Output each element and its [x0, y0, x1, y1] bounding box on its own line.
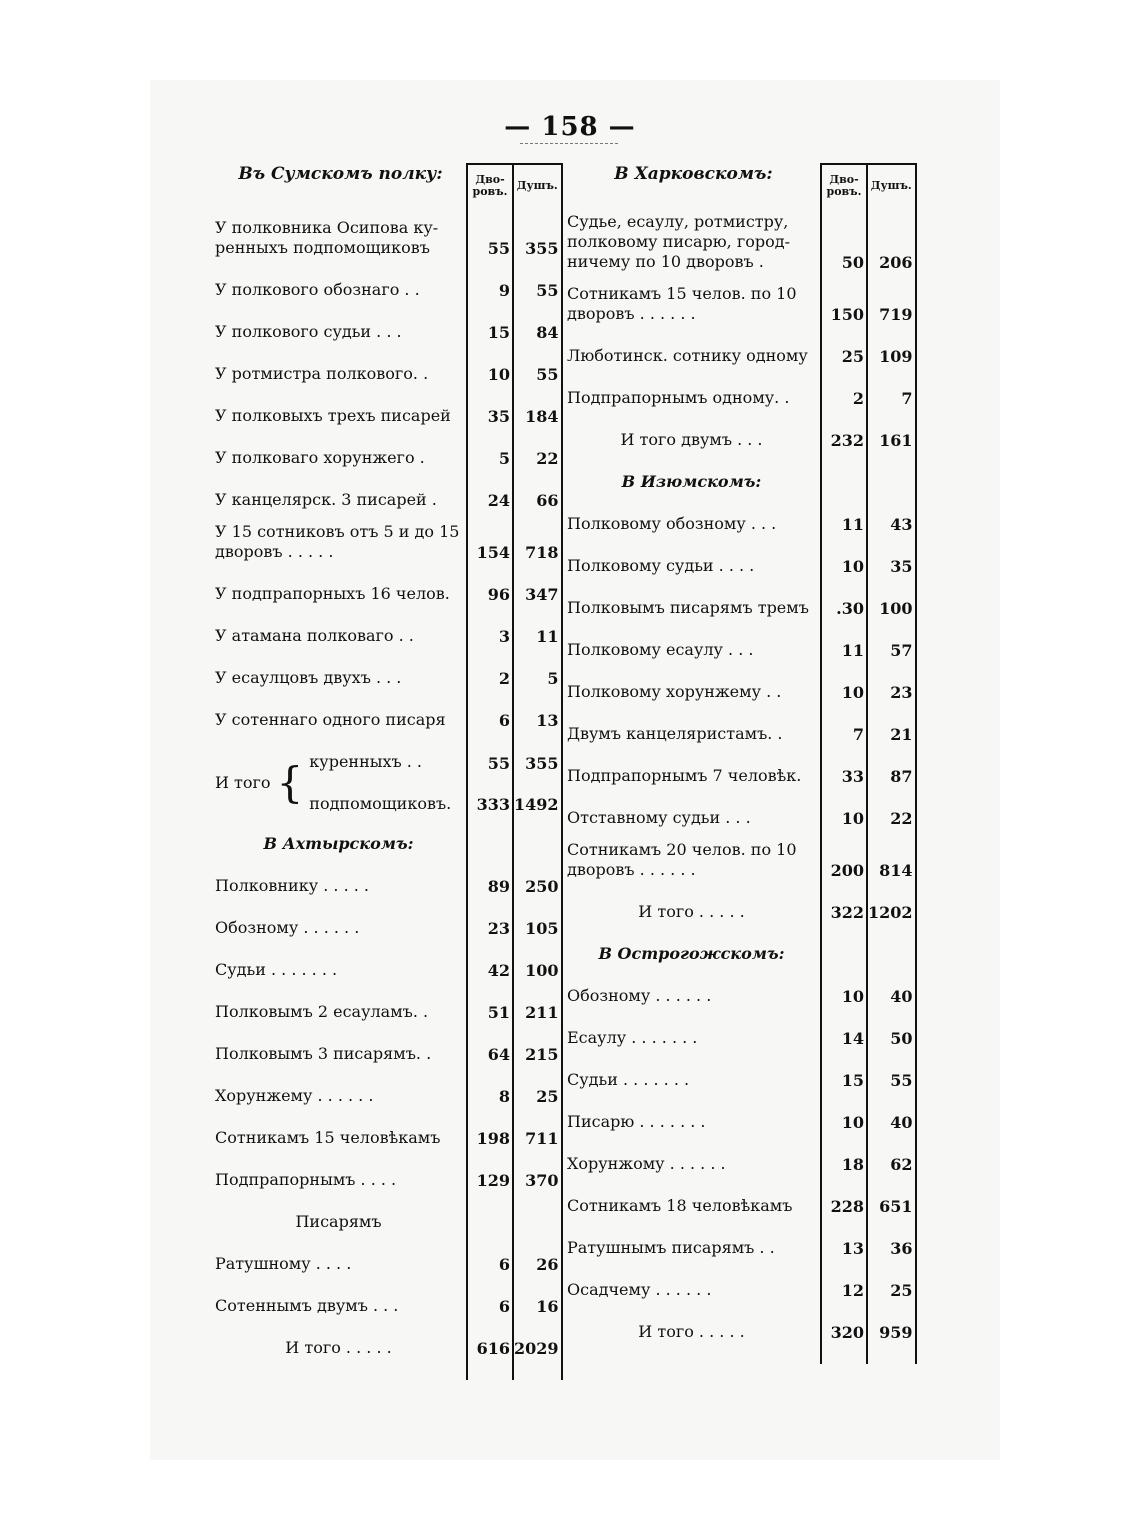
row-dvorov: 35 — [467, 384, 513, 426]
row-label: Сотникамъ 20 челов. по 10 дворовъ . . . . . . — [567, 840, 797, 879]
table-row — [215, 1106, 562, 1148]
table-row — [215, 342, 562, 384]
row-dvorov: 6 — [467, 1274, 513, 1316]
right-table — [567, 163, 917, 1364]
row-label: У сотеннаго одного писаря — [215, 710, 446, 729]
table-row — [215, 938, 562, 980]
row-dush: 184 — [513, 384, 562, 426]
row-label: У полкового судьи . . . — [215, 322, 402, 341]
row-dush: 250 — [513, 854, 562, 896]
table-row — [567, 1258, 916, 1300]
row-dush: 25 — [513, 1064, 562, 1106]
page-number-underline — [520, 143, 618, 144]
row-label: Люботинск. сотнику одному — [567, 346, 808, 365]
row-dush: 814 — [867, 828, 916, 880]
row-dvorov: 7 — [821, 702, 867, 744]
left-total-dvorov: 616 — [467, 1316, 513, 1358]
row-label: У подпрапорныхъ 16 челов. — [215, 584, 450, 603]
table-row — [215, 646, 562, 688]
header-dvorov-right: Дво-ровъ. — [821, 164, 867, 206]
row-dush: 109 — [867, 324, 916, 366]
row-dush: 25 — [867, 1258, 916, 1300]
right-section2-title: В Изюмскомъ: — [621, 472, 762, 491]
row-dush: 57 — [867, 618, 916, 660]
row-label: Полковому обозному . . . — [567, 514, 777, 533]
row-dush: 55 — [513, 258, 562, 300]
right-total-label: И того . . . . . — [638, 1322, 745, 1341]
row-dush: 16 — [513, 1274, 562, 1316]
table-row — [567, 366, 916, 408]
row-dvorov: 5 — [467, 426, 513, 468]
row-dush: 22 — [867, 786, 916, 828]
row-label: Обозному . . . . . . — [567, 986, 712, 1005]
table-row — [215, 1232, 562, 1274]
row-label: У ротмистра полкового. . — [215, 364, 429, 383]
row-dvorov: .30 — [821, 576, 867, 618]
itogo-podpomoshch-dvorov: 333 — [476, 795, 510, 814]
row-dvorov: 15 — [821, 1048, 867, 1090]
table-row — [215, 688, 562, 730]
row-dush: 87 — [867, 744, 916, 786]
right-section-title: В Харковскомъ: — [614, 164, 773, 184]
row-dush: 40 — [867, 964, 916, 1006]
header-dush: Душъ. — [513, 164, 562, 206]
row-dush: 23 — [867, 660, 916, 702]
table-row — [567, 1006, 916, 1048]
row-dvorov: 3 — [467, 604, 513, 646]
row-label: Полковому судьи . . . . — [567, 556, 755, 575]
table-row — [567, 1132, 916, 1174]
row-dush: 355 — [513, 206, 562, 258]
row-dush: 651 — [867, 1174, 916, 1216]
itogo-podpomoshch-label: подпомощиковъ. — [309, 794, 452, 813]
row-dush: 55 — [513, 342, 562, 384]
table-row — [215, 384, 562, 426]
left-total-row — [215, 1316, 562, 1358]
table-row — [567, 534, 916, 576]
table-row — [567, 324, 916, 366]
row-dvorov: 55 — [467, 206, 513, 258]
row-dvorov: 10 — [467, 342, 513, 384]
row-dvorov: 198 — [467, 1106, 513, 1148]
row-dvorov: 12 — [821, 1258, 867, 1300]
row-dush: 206 — [867, 206, 916, 272]
table-row — [567, 576, 916, 618]
row-dush: 100 — [513, 938, 562, 980]
row-dvorov: 10 — [821, 660, 867, 702]
row-label: У атамана полковаго . . — [215, 626, 414, 645]
table-row — [215, 468, 562, 510]
itogo-kurennykh-label: куренныхъ . . — [309, 752, 423, 771]
left-column — [215, 163, 563, 1380]
row-label: Осадчему . . . . . . — [567, 1280, 712, 1299]
left-total-dush: 2029 — [513, 1316, 562, 1358]
row-label: У полкового обознаго . . — [215, 280, 420, 299]
row-label: Полковымъ 2 есауламъ. . — [215, 1002, 429, 1021]
row-label: Ратушному . . . . — [215, 1254, 352, 1273]
row-dvorov: 42 — [467, 938, 513, 980]
row-label: Полковому есаулу . . . — [567, 640, 754, 659]
row-dvorov: 14 — [821, 1006, 867, 1048]
table-row — [567, 1090, 916, 1132]
row-dvorov: 228 — [821, 1174, 867, 1216]
row-dush: 211 — [513, 980, 562, 1022]
row-dush: 21 — [867, 702, 916, 744]
row-dush: 40 — [867, 1090, 916, 1132]
row-label: И того двумъ . . . — [620, 430, 763, 449]
table-row — [215, 426, 562, 468]
brace-icon: { — [276, 758, 304, 807]
row-label: Полковымъ писарямъ тремъ — [567, 598, 809, 617]
table-row — [567, 1048, 916, 1090]
itogo-kurennykh-dvorov: 55 — [487, 754, 510, 773]
row-dush: 84 — [513, 300, 562, 342]
table-row — [215, 1064, 562, 1106]
table-row — [215, 1022, 562, 1064]
row-label: Полковымъ 3 писарямъ. . — [215, 1044, 432, 1063]
row-dvorov: 2 — [467, 646, 513, 688]
right-total-dvorov: 320 — [821, 1300, 867, 1342]
row-dush: 11 — [513, 604, 562, 646]
row-dvorov: 15 — [467, 300, 513, 342]
row-dvorov: 8 — [467, 1064, 513, 1106]
row-dush: 161 — [867, 408, 916, 450]
pisaryam-title: Писарямъ — [295, 1212, 382, 1231]
itogo-braced-row — [215, 730, 562, 814]
row-dvorov: 18 — [821, 1132, 867, 1174]
row-dush: 105 — [513, 896, 562, 938]
row-label: Сотникамъ 18 человѣкамъ — [567, 1196, 793, 1215]
table-row — [215, 1274, 562, 1316]
row-label: Полковому хорунжему . . — [567, 682, 782, 701]
row-label: Обозному . . . . . . — [215, 918, 360, 937]
row-dush: 370 — [513, 1148, 562, 1190]
table-row — [567, 618, 916, 660]
table-row — [567, 786, 916, 828]
row-dush: 62 — [867, 1132, 916, 1174]
row-dvorov: 6 — [467, 688, 513, 730]
row-dvorov: 6 — [467, 1232, 513, 1274]
row-label: Хорунжему . . . . . . — [215, 1086, 374, 1105]
row-label: Судье, есаулу, ротмистру, полковому писарю, город-ничему по 10 дворовъ . — [567, 212, 790, 271]
header-dush-right: Душъ. — [867, 164, 916, 206]
row-label: Судьи . . . . . . . — [567, 1070, 690, 1089]
row-label: Двумъ канцеляристамъ. . — [567, 724, 783, 743]
row-label: Отставному судьи . . . — [567, 808, 751, 827]
table-row — [567, 744, 916, 786]
table-row — [567, 660, 916, 702]
row-dvorov: 154 — [467, 510, 513, 562]
table-row — [215, 854, 562, 896]
row-dush: 347 — [513, 562, 562, 604]
table-row — [215, 258, 562, 300]
row-label: Сотникамъ 15 человѣкамъ — [215, 1128, 441, 1147]
table-row — [567, 272, 916, 324]
row-dush: 215 — [513, 1022, 562, 1064]
row-dvorov: 10 — [821, 964, 867, 1006]
row-dvorov: 24 — [467, 468, 513, 510]
right-column — [567, 163, 917, 1364]
row-label: Хорунжому . . . . . . — [567, 1154, 726, 1173]
table-row — [215, 604, 562, 646]
row-dush: 35 — [867, 534, 916, 576]
row-label: Подпрапорнымъ одному. . — [567, 388, 790, 407]
table-row — [567, 492, 916, 534]
table-row — [215, 300, 562, 342]
left-table — [215, 163, 563, 1380]
row-label: Есаулу . . . . . . . — [567, 1028, 698, 1047]
itogo-prefix: И того — [215, 773, 271, 792]
right-total-dush: 959 — [867, 1300, 916, 1342]
row-label: Сотеннымъ двумъ . . . — [215, 1296, 399, 1315]
table-row — [215, 510, 562, 562]
table-row — [567, 964, 916, 1006]
left-section-title: Въ Сумскомъ полку: — [238, 164, 443, 184]
row-dvorov: 129 — [467, 1148, 513, 1190]
row-dvorov: 96 — [467, 562, 513, 604]
row-dvorov: 64 — [467, 1022, 513, 1064]
left-total-label: И того . . . . . — [285, 1338, 392, 1357]
row-label: У канцелярск. 3 писарей . — [215, 490, 437, 509]
row-dvorov: 13 — [821, 1216, 867, 1258]
row-dush: 43 — [867, 492, 916, 534]
table-row — [215, 980, 562, 1022]
row-dush: 55 — [867, 1048, 916, 1090]
table-row — [215, 1148, 562, 1190]
row-dvorov: 10 — [821, 786, 867, 828]
row-dvorov: 11 — [821, 492, 867, 534]
row-label: Писарю . . . . . . . — [567, 1112, 706, 1131]
table-row — [567, 702, 916, 744]
row-dvorov: 150 — [821, 272, 867, 324]
row-dvorov: 9 — [467, 258, 513, 300]
row-label: И того . . . . . — [638, 902, 745, 921]
row-label: У есаулцовъ двухъ . . . — [215, 668, 402, 687]
row-dush: 7 — [867, 366, 916, 408]
row-dush: 26 — [513, 1232, 562, 1274]
table-row — [567, 828, 916, 880]
row-dush: 50 — [867, 1006, 916, 1048]
row-dvorov: 23 — [467, 896, 513, 938]
row-dush: 1202 — [867, 880, 916, 922]
table-row — [567, 206, 916, 272]
row-label: Сотникамъ 15 челов. по 10 дворовъ . . . . . . — [567, 284, 797, 323]
row-dvorov: 200 — [821, 828, 867, 880]
row-label: Ратушнымъ писарямъ . . — [567, 1238, 775, 1257]
row-dvorov: 322 — [821, 880, 867, 922]
table-row — [215, 206, 562, 258]
row-label: Подпрапорнымъ 7 человѣк. — [567, 766, 802, 785]
row-dvorov: 33 — [821, 744, 867, 786]
table-row — [567, 1174, 916, 1216]
row-dvorov: 50 — [821, 206, 867, 272]
row-dvorov: 51 — [467, 980, 513, 1022]
left-section2-title: В Ахтырскомъ: — [263, 834, 414, 853]
table-row — [567, 1216, 916, 1258]
right-section3-title: В Острогожскомъ: — [598, 944, 785, 963]
row-dvorov: 89 — [467, 854, 513, 896]
itogo-podpomoshch-dush: 1492 — [514, 795, 559, 814]
row-dvorov: 11 — [821, 618, 867, 660]
table-row — [215, 562, 562, 604]
row-label: Подпрапорнымъ . . . . — [215, 1170, 397, 1189]
row-dush: 711 — [513, 1106, 562, 1148]
row-dvorov: 25 — [821, 324, 867, 366]
row-dvorov: 10 — [821, 1090, 867, 1132]
row-label: У полковаго хорунжего . — [215, 448, 425, 467]
row-dvorov: 2 — [821, 366, 867, 408]
row-dush: 13 — [513, 688, 562, 730]
row-label: Судьи . . . . . . . — [215, 960, 338, 979]
row-dush: 100 — [867, 576, 916, 618]
itogo-kurennykh-dush: 355 — [525, 754, 559, 773]
row-dush: 36 — [867, 1216, 916, 1258]
row-dush: 719 — [867, 272, 916, 324]
row-dvorov: 232 — [821, 408, 867, 450]
row-label: Полковнику . . . . . — [215, 876, 369, 895]
row-dush: 5 — [513, 646, 562, 688]
row-label: У полковыхъ трехъ писарей — [215, 406, 451, 425]
row-dush: 22 — [513, 426, 562, 468]
table-row — [567, 880, 916, 922]
row-label: У 15 сотниковъ отъ 5 и до 15 дворовъ . . . . . — [215, 522, 460, 561]
header-dvorov: Дво-ровъ. — [467, 164, 513, 206]
row-dush: 66 — [513, 468, 562, 510]
row-label: У полковника Осипова ку-ренныхъ подпомощиковъ — [215, 218, 439, 257]
page-number: — 158 — — [504, 112, 636, 142]
table-row — [215, 896, 562, 938]
row-dush: 718 — [513, 510, 562, 562]
row-dvorov: 10 — [821, 534, 867, 576]
table-row — [567, 408, 916, 450]
right-total-row — [567, 1300, 916, 1342]
